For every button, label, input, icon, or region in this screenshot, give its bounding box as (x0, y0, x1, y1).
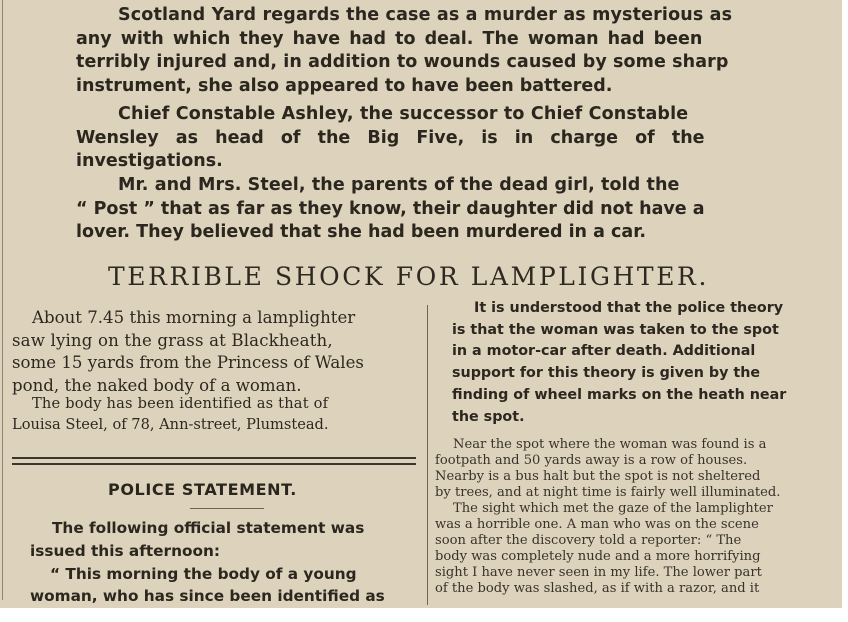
text-line: terribly injured and, in addition to wounds caused by some sharp (76, 52, 729, 72)
text-line: Wensley as head of the Big Five, is in charge of the (76, 127, 705, 148)
text-line: in a motor-car after death. Additional (452, 343, 756, 360)
text-line: Nearby is a bus halt but the spot is not sheltered (435, 468, 761, 484)
paragraph-horrible-sight (435, 501, 773, 596)
police-statement-heading: POLICE STATEMENT. (108, 480, 297, 499)
text-line: pond, the naked body of a woman. (12, 375, 302, 395)
text-line: support for this theory is given by the (452, 365, 761, 382)
text-line: issued this afternoon: (30, 541, 220, 560)
text-line: the spot. (452, 408, 525, 425)
paragraph-scotland-yard (76, 4, 733, 98)
paragraph-police-theory (452, 298, 826, 428)
column-divider (427, 305, 428, 605)
text-line: was a horrible one. A man who was on the scene (435, 516, 759, 532)
section-heading: TERRIBLE SHOCK FOR LAMPLIGHTER. (108, 262, 710, 291)
text-line: sight I have never seen in my life. The lower part (435, 564, 762, 580)
text-line: footpath and 50 yards away is a row of houses. (435, 452, 748, 468)
text-line: is that the woman was taken to the spot (452, 321, 779, 338)
column-edge-rule (2, 0, 3, 600)
text-line: Scotland Yard regards the case as a murder as mysterious as (118, 5, 733, 25)
text-line: body was completely nude and a more horrifying (435, 548, 761, 564)
double-rule-bottom (12, 463, 416, 465)
scan-margin-right (842, 0, 848, 622)
text-line: Louisa Steel, of 78, Ann-street, Plumstead. (12, 416, 329, 433)
text-line: “ Post ” that as far as they know, their daughter did not have a (76, 198, 705, 219)
text-line: The following official statement was (52, 519, 365, 537)
text-line: of the body was slashed, as if with a razor, and it (435, 580, 760, 596)
text-line: Near the spot where the woman was found is a (453, 437, 767, 452)
text-line: woman, who has since been identified as (30, 587, 385, 606)
text-line: saw lying on the grass at Blackheath, (12, 330, 333, 350)
text-line: Mr. and Mrs. Steel, the parents of the dead girl, told the (118, 175, 680, 195)
paragraph-footpath (435, 437, 780, 501)
paragraph-police-statement (30, 517, 385, 608)
text-line: “ This morning the body of a young (50, 564, 357, 583)
text-line: Chief Constable Ashley, the successor to Chief Constable (118, 104, 689, 124)
text-line: The sight which met the gaze of the lamplighter (453, 501, 773, 516)
text-line: instrument, she also appeared to have been battered. (76, 75, 613, 96)
text-line: About 7.45 this morning a lamplighter (32, 308, 356, 327)
text-line: by trees, and at night time is fairly well illuminated. (435, 484, 781, 500)
text-line: finding of wheel marks on the heath near (452, 386, 787, 403)
paragraph-lamplighter (12, 307, 364, 397)
paragraph-parents (76, 174, 705, 245)
text-line: any with which they have had to deal. The woman had been (76, 28, 703, 49)
text-line: some 15 yards from the Princess of Wales (12, 353, 364, 373)
text-line: investigations. (76, 151, 223, 171)
scan-margin-bottom (0, 608, 848, 622)
text-line: It is understood that the police theory (474, 300, 784, 316)
double-rule-top (12, 457, 416, 459)
paragraph-identified (12, 393, 329, 435)
text-line: lover. They believed that she had been murdered in a car. (76, 222, 646, 242)
short-rule (190, 508, 264, 509)
text-line: The body has been identified as that of (32, 395, 329, 412)
text-line: soon after the discovery told a reporter: “ The (435, 532, 742, 548)
paragraph-chief-constable (76, 103, 705, 174)
